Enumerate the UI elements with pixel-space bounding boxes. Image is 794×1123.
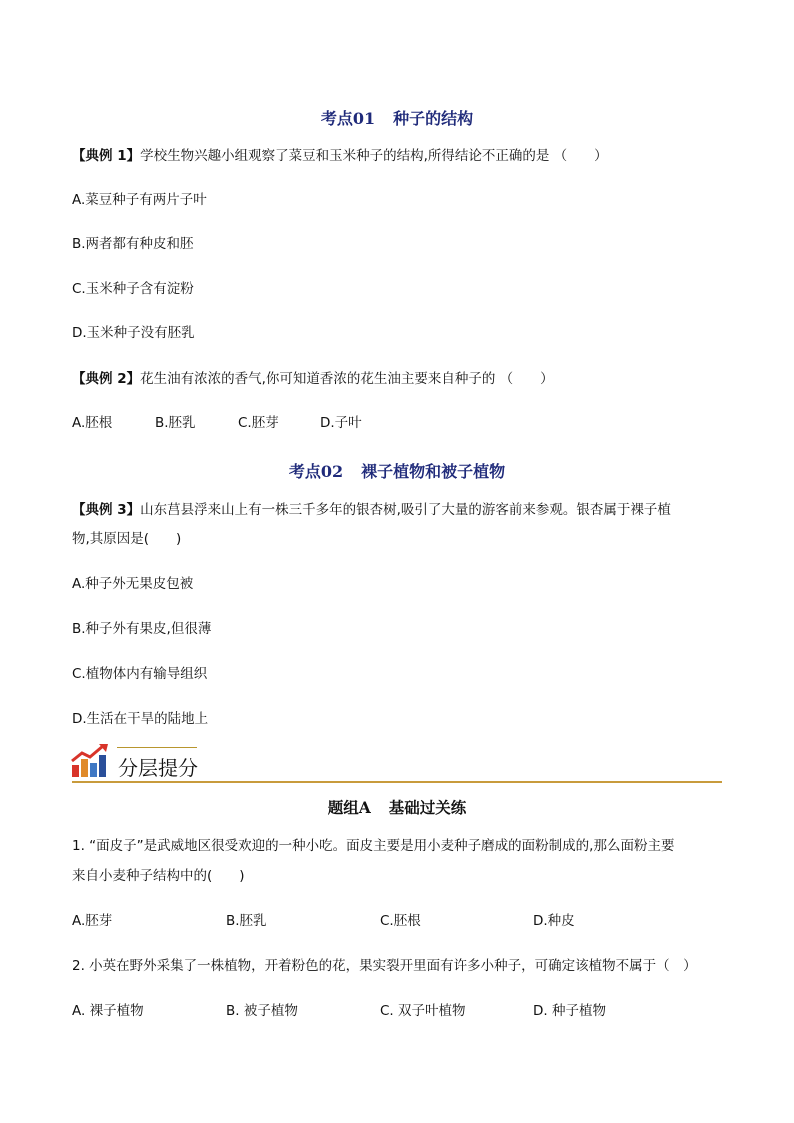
option-d: D.玉米种子没有胚乳	[72, 325, 195, 341]
option-a: A.胚芽	[72, 913, 113, 929]
example-1-question	[72, 144, 608, 164]
example-tag: 【典例 3】	[72, 502, 141, 518]
section-number: 考点01	[320, 109, 376, 128]
option-c: C.胚根	[380, 913, 421, 929]
question-text: 学校生物兴趣小组观察了菜豆和玉米种子的结构,所得结论不正确的是 （ ）	[140, 148, 608, 164]
option-c: C.胚芽	[238, 415, 279, 431]
section-title: 裸子植物和被子植物	[361, 462, 506, 481]
option-d: D.生活在干旱的陆地上	[72, 711, 209, 727]
question-1-line2: 来自小麦种子结构中的( )	[72, 868, 245, 884]
option-a: A.胚根	[72, 415, 113, 431]
banner-title: 分层提分	[118, 756, 198, 780]
question-1-line1: 1. “面皮子”是武威地区很受欢迎的一种小吃。面皮主要是用小麦种子磨成的面粉制成的,那么面粉主要	[72, 838, 675, 854]
banner-divider	[72, 781, 722, 783]
group-heading	[0, 796, 794, 818]
section-title: 种子的结构	[393, 109, 474, 128]
option-d: D.种皮	[533, 913, 575, 929]
option-a: A. 裸子植物	[72, 1003, 144, 1019]
option-d: D.子叶	[320, 415, 362, 431]
example-tag: 【典例 2】	[72, 371, 141, 387]
banner-top-rule	[117, 747, 197, 748]
option-a: A.种子外无果皮包被	[72, 576, 194, 592]
question-text: 山东莒县浮来山上有一株三千多年的银杏树,吸引了大量的游客前来参观。银杏属于裸子植	[140, 502, 671, 518]
option-b: B. 被子植物	[226, 1003, 298, 1019]
option-a: A.菜豆种子有两片子叶	[72, 192, 207, 208]
option-b: B.两者都有种皮和胚	[72, 236, 194, 252]
option-c: C.玉米种子含有淀粉	[72, 281, 194, 297]
example-tag: 【典例 1】	[72, 148, 141, 164]
rising-bar-chart-icon	[70, 743, 110, 779]
option-c: C.植物体内有输导组织	[72, 666, 208, 682]
group-title: 基础过关练	[388, 798, 467, 817]
example-2-question	[72, 367, 554, 387]
option-c: C. 双子叶植物	[380, 1003, 466, 1019]
section-number: 考点02	[288, 462, 344, 481]
question-text: 花生油有浓浓的香气,你可知道香浓的花生油主要来自种子的 （ ）	[140, 371, 554, 387]
group-number: 题组A	[327, 798, 371, 817]
option-b: B.胚乳	[226, 913, 267, 929]
example-3-question-line2: 物,其原因是( )	[72, 531, 182, 547]
example-3-question-line1	[72, 498, 671, 518]
option-d: D. 种子植物	[533, 1003, 606, 1019]
question-2: 2. 小英在野外采集了一株植物，开着粉色的花，果实裂开里面有许多小种子，可确定该植物不属于（ ）	[72, 958, 697, 974]
section-heading-1	[0, 106, 794, 129]
option-b: B.胚乳	[155, 415, 196, 431]
option-b: B.种子外有果皮,但很薄	[72, 621, 212, 637]
section-heading-2	[0, 459, 794, 482]
